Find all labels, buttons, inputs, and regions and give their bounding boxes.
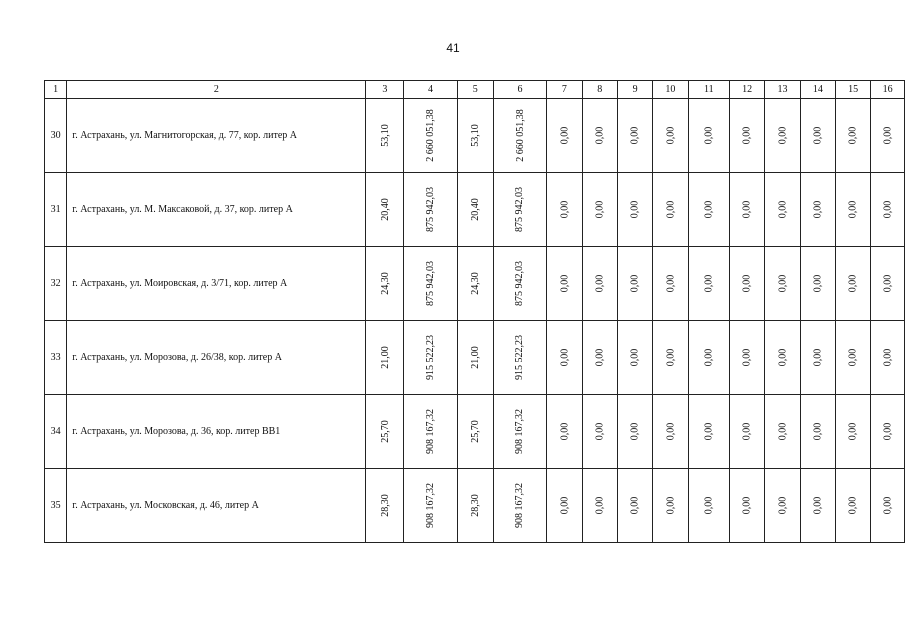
row-number-cell: 30 [45,99,67,173]
column-header: 2 [67,81,366,99]
area-cell-text: 20,40 [469,198,481,221]
address-cell: г. Астрахань, ул. М. Максаковой, д. 37, кор. литер А [67,173,366,247]
column-header: 7 [547,81,582,99]
area-cell [457,321,493,395]
value-cell [800,395,835,469]
value-cell-text: 0,00 [558,274,570,293]
value-cell-text: 0,00 [664,200,676,219]
cost-cell [493,469,547,543]
value-cell-text: 0,00 [703,496,715,515]
value-cell [547,247,582,321]
value-cell [765,469,800,543]
value-cell [617,395,652,469]
value-cell [729,99,764,173]
area-cell-text: 28,30 [379,494,391,517]
column-header: 13 [765,81,800,99]
value-cell-text: 0,00 [847,200,859,219]
value-cell [688,321,729,395]
area-cell-text: 21,00 [379,346,391,369]
cost-cell [404,469,458,543]
value-cell [653,247,688,321]
area-cell-text: 53,10 [379,124,391,147]
area-cell [366,395,404,469]
value-cell [547,321,582,395]
column-header: 6 [493,81,547,99]
value-cell [765,99,800,173]
row-number-cell: 33 [45,321,67,395]
value-cell-text: 0,00 [664,348,676,367]
value-cell-text: 0,00 [882,200,894,219]
column-header: 1 [45,81,67,99]
value-cell-text: 0,00 [629,200,641,219]
value-cell-text: 0,00 [776,200,788,219]
area-cell [457,173,493,247]
row-number-cell: 31 [45,173,67,247]
value-cell-text: 0,00 [812,274,824,293]
value-cell [688,395,729,469]
value-cell [582,247,617,321]
value-cell [617,173,652,247]
value-cell-text: 0,00 [594,274,606,293]
area-cell [366,247,404,321]
value-cell-text: 0,00 [629,274,641,293]
value-cell [765,173,800,247]
value-cell-text: 0,00 [812,126,824,145]
value-cell-text: 0,00 [741,496,753,515]
value-cell [582,173,617,247]
column-header: 16 [871,81,905,99]
value-cell-text: 0,00 [882,348,894,367]
value-cell-text: 0,00 [558,200,570,219]
value-cell-text: 0,00 [812,496,824,515]
value-cell-text: 0,00 [594,496,606,515]
value-cell [617,99,652,173]
cost-cell [493,247,547,321]
page-number: 41 [446,41,460,55]
value-cell [765,247,800,321]
cost-cell [493,395,547,469]
value-cell-text: 0,00 [594,348,606,367]
value-cell [547,395,582,469]
value-cell-text: 0,00 [776,126,788,145]
table-header-row [45,81,905,99]
value-cell-text: 0,00 [882,422,894,441]
value-cell [582,321,617,395]
value-cell [800,321,835,395]
value-cell [871,247,905,321]
value-cell-text: 0,00 [703,274,715,293]
value-cell-text: 0,00 [847,348,859,367]
table-body [45,81,905,543]
value-cell-text: 0,00 [629,496,641,515]
value-cell-text: 0,00 [664,496,676,515]
value-cell [729,395,764,469]
value-cell-text: 0,00 [664,126,676,145]
address-cell: г. Астрахань, ул. Магнитогорская, д. 77, кор. литер А [67,99,366,173]
value-cell [653,173,688,247]
value-cell [836,469,871,543]
cost-cell-text: 875 942,03 [514,261,526,306]
value-cell-text: 0,00 [812,200,824,219]
cost-cell-text: 908 167,32 [424,483,436,528]
value-cell [547,99,582,173]
value-cell [836,247,871,321]
cost-cell-text: 875 942,03 [424,187,436,232]
value-cell-text: 0,00 [703,200,715,219]
area-cell-text: 24,30 [379,272,391,295]
cost-cell-text: 908 167,32 [424,409,436,454]
table-row [45,173,905,247]
cost-cell [404,321,458,395]
cost-cell [404,247,458,321]
value-cell-text: 0,00 [703,126,715,145]
value-cell [765,395,800,469]
value-cell-text: 0,00 [558,496,570,515]
value-cell [729,469,764,543]
value-cell-text: 0,00 [629,126,641,145]
value-cell-text: 0,00 [741,126,753,145]
column-header: 10 [653,81,688,99]
value-cell [800,469,835,543]
value-cell-text: 0,00 [847,274,859,293]
value-cell-text: 0,00 [882,126,894,145]
value-cell-text: 0,00 [594,422,606,441]
value-cell-text: 0,00 [558,126,570,145]
value-cell-text: 0,00 [847,422,859,441]
area-cell [366,173,404,247]
value-cell [871,99,905,173]
area-cell-text: 25,70 [469,420,481,443]
value-cell [653,99,688,173]
cost-cell-text: 915 522,23 [424,335,436,380]
value-cell-text: 0,00 [741,200,753,219]
area-cell [457,99,493,173]
value-cell-text: 0,00 [703,422,715,441]
value-cell [653,469,688,543]
area-cell [457,395,493,469]
value-cell-text: 0,00 [776,422,788,441]
area-cell-text: 53,10 [469,124,481,147]
area-cell [366,321,404,395]
area-cell-text: 24,30 [469,272,481,295]
value-cell [653,321,688,395]
value-cell [688,173,729,247]
value-cell [800,247,835,321]
value-cell-text: 0,00 [882,274,894,293]
value-cell-text: 0,00 [812,422,824,441]
value-cell-text: 0,00 [629,422,641,441]
address-cell: г. Астрахань, ул. Московская, д. 46, литер А [67,469,366,543]
area-cell [457,469,493,543]
column-header: 8 [582,81,617,99]
cost-cell-text: 915 522,23 [514,335,526,380]
area-cell [366,99,404,173]
cost-cell-text: 875 942,03 [424,261,436,306]
value-cell-text: 0,00 [558,348,570,367]
table-row [45,469,905,543]
cost-cell [404,173,458,247]
value-cell [688,469,729,543]
value-cell-text: 0,00 [741,348,753,367]
column-header: 14 [800,81,835,99]
value-cell-text: 0,00 [847,126,859,145]
area-cell-text: 21,00 [469,346,481,369]
row-number-cell: 32 [45,247,67,321]
value-cell [582,99,617,173]
value-cell [871,321,905,395]
value-cell [836,99,871,173]
value-cell [582,395,617,469]
table-row [45,321,905,395]
column-header: 12 [729,81,764,99]
value-cell [617,321,652,395]
value-cell-text: 0,00 [629,348,641,367]
cost-cell [404,395,458,469]
area-cell-text: 25,70 [379,420,391,443]
value-cell [836,395,871,469]
value-cell [729,321,764,395]
value-cell [688,99,729,173]
value-cell-text: 0,00 [812,348,824,367]
area-cell [457,247,493,321]
value-cell-text: 0,00 [741,422,753,441]
value-cell [688,247,729,321]
cost-cell [493,99,547,173]
value-cell-text: 0,00 [703,348,715,367]
column-header: 3 [366,81,404,99]
column-header: 9 [617,81,652,99]
value-cell-text: 0,00 [847,496,859,515]
value-cell [871,395,905,469]
cost-cell-text: 2 660 051,38 [424,109,436,162]
value-cell-text: 0,00 [664,422,676,441]
cost-cell-text: 2 660 051,38 [514,109,526,162]
table-row [45,99,905,173]
value-cell-text: 0,00 [741,274,753,293]
value-cell [871,469,905,543]
cost-cell-text: 908 167,32 [514,483,526,528]
value-cell [800,173,835,247]
value-cell [836,173,871,247]
area-cell-text: 20,40 [379,198,391,221]
cost-cell-text: 908 167,32 [514,409,526,454]
value-cell [871,173,905,247]
value-cell [547,469,582,543]
cost-cell-text: 875 942,03 [514,187,526,232]
row-number-cell: 35 [45,469,67,543]
value-cell [617,469,652,543]
address-cell: г. Астрахань, ул. Моировская, д. 3/71, кор. литер А [67,247,366,321]
value-cell [653,395,688,469]
area-cell [366,469,404,543]
cost-cell [493,321,547,395]
column-header: 11 [688,81,729,99]
cost-cell [493,173,547,247]
value-cell [729,173,764,247]
value-cell [765,321,800,395]
value-cell-text: 0,00 [664,274,676,293]
value-cell-text: 0,00 [776,348,788,367]
value-cell-text: 0,00 [882,496,894,515]
value-cell-text: 0,00 [594,126,606,145]
column-header: 5 [457,81,493,99]
table-row [45,247,905,321]
table-row [45,395,905,469]
column-header: 15 [836,81,871,99]
value-cell-text: 0,00 [594,200,606,219]
value-cell-text: 0,00 [776,496,788,515]
buildings-table [44,80,905,543]
value-cell [800,99,835,173]
cost-cell [404,99,458,173]
column-header: 4 [404,81,458,99]
value-cell [836,321,871,395]
address-cell: г. Астрахань, ул. Морозова, д. 26/38, кор. литер А [67,321,366,395]
value-cell [729,247,764,321]
value-cell [582,469,617,543]
value-cell-text: 0,00 [558,422,570,441]
row-number-cell: 34 [45,395,67,469]
value-cell [617,247,652,321]
address-cell: г. Астрахань, ул. Морозова, д. 36, кор. литер ВВ1 [67,395,366,469]
area-cell-text: 28,30 [469,494,481,517]
value-cell [547,173,582,247]
value-cell-text: 0,00 [776,274,788,293]
